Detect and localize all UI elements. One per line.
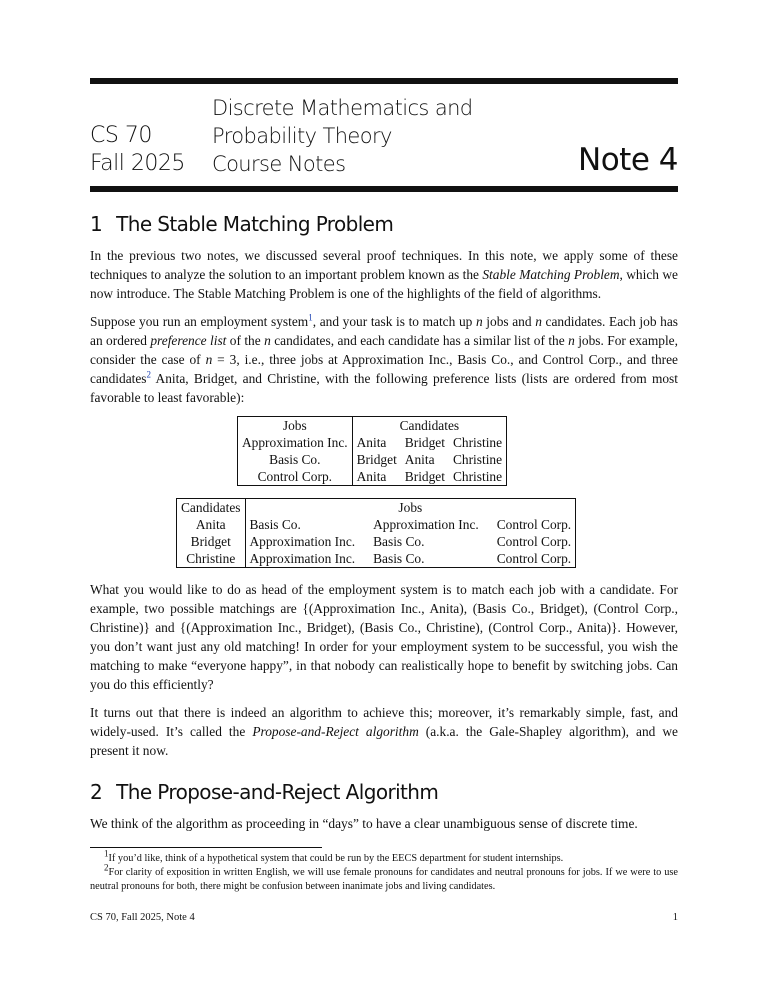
- section-1-paragraph-3: [90, 580, 678, 694]
- text-run: (a.k.a. the Gale-Shapley algorithm), and we present it now.: [90, 724, 678, 758]
- section-1-paragraph-1: [90, 246, 678, 303]
- table-row: [177, 533, 576, 550]
- pref-cell: Anita: [404, 452, 435, 467]
- section-1-number: 1: [90, 212, 103, 236]
- section-1-title: The Stable Matching Problem: [116, 212, 394, 236]
- header-bottom-rule: [90, 186, 678, 192]
- pref-cell: Basis Co.: [373, 534, 425, 549]
- text-run: jobs and: [482, 314, 536, 329]
- table-header-row: [238, 417, 507, 435]
- pref-cell: Christine: [449, 468, 507, 486]
- footnote-text: For clarity of exposition in written English, we will use female pronouns for candidates and neutral pronouns for jobs. If we were to use neutral pronouns for both, there might be confusion between inanimate jobs and living candidates.: [90, 867, 678, 892]
- pref-cell: Bridget: [352, 451, 401, 468]
- table-row: [238, 468, 507, 486]
- candidate-name: Christine: [177, 550, 246, 568]
- table-header-row: [177, 499, 576, 517]
- emphasis: Stable Matching Problem: [482, 267, 620, 282]
- candidates-header: Candidates: [352, 417, 506, 435]
- pref-cell: Basis Co.: [245, 516, 369, 533]
- text-run: , which we now introduce. The Stable Matching Problem is one of the highlights of the field of algorithms.: [90, 267, 678, 301]
- footer-label: CS 70, Fall 2025, Note 4: [90, 912, 195, 923]
- header-course-block: [90, 122, 212, 178]
- text-run: candidates, and each candidate has a similar list of the: [270, 333, 569, 348]
- jobs-preference-table: [237, 416, 507, 486]
- table-row: [238, 451, 507, 468]
- course-title: Discrete Mathematics and Probability Theory: [212, 96, 473, 148]
- text-run: It turns out that there is indeed an algorithm to achieve this; moreover, it’s remarkably simple, fast, and widely-used. It’s called the: [90, 705, 678, 739]
- candidates-header: Candidates: [177, 499, 246, 517]
- footnotes: [90, 847, 678, 894]
- pref-cell: Anita: [352, 468, 401, 486]
- text-run: , and your task is to match up: [312, 314, 476, 329]
- pref-cell: Christine: [449, 434, 507, 451]
- pref-cell: Control Corp.: [493, 550, 576, 568]
- note-header: [90, 94, 678, 178]
- footnote-mark: 2: [104, 862, 109, 873]
- footnote-mark: 1: [104, 848, 109, 859]
- footnote-1: [90, 848, 678, 866]
- note-number: Note 4: [578, 142, 678, 178]
- text-run: In the previous two notes, we discussed several proof techniques. In this note, we apply some of these techniques to analyze the solution to an important problem known as the: [90, 248, 678, 282]
- course-subtitle: Course Notes: [212, 152, 346, 176]
- section-2-number: 2: [90, 780, 103, 804]
- job-name: Approximation Inc.: [238, 434, 353, 451]
- pref-cell: Basis Co.: [369, 550, 493, 568]
- table-row: [177, 516, 576, 533]
- footnote-text: If you’d like, think of a hypothetical system that could be run by the EECS department for student internships.: [108, 853, 564, 864]
- text-run: candidates. Each job has an ordered: [90, 314, 678, 348]
- emphasis: n: [475, 314, 483, 329]
- text-run: What you would like to do as head of the employment system is to match each job with a candidate. For example, two possible matchings are {(Approximation Inc., Anita), (Basis Co., Bridget), (Control Corp., Christine)} and {(Approximation Inc., Bridget), (Basis Co., Christine), (Control Corp., Anita)}. However, you don’t want just any old matching! In order for your employment system to be successful, you wish the matching to make “everyone happy”, in that nobody can realistically hope to benefit by switching jobs. Can you do this efficiently?: [90, 582, 678, 692]
- emphasis: Propose-and-Reject algorithm: [252, 724, 419, 739]
- job-name: Control Corp.: [238, 468, 353, 486]
- note-page: [90, 78, 678, 894]
- section-2-title: The Propose-and-Reject Algorithm: [116, 780, 439, 804]
- footnote-2: [90, 862, 678, 894]
- pref-cell: Control Corp.: [493, 516, 576, 533]
- page-number: 1: [672, 912, 678, 923]
- section-1-paragraph-4: [90, 703, 678, 760]
- pref-cell: Approximation Inc.: [245, 533, 369, 550]
- footnote-rule: [90, 847, 322, 848]
- text-run: jobs. For example, consider the case of: [90, 333, 678, 367]
- course-term: Fall 2025: [90, 151, 185, 176]
- candidate-name: Bridget: [177, 533, 246, 550]
- footnote-ref[interactable]: 2: [146, 369, 152, 380]
- pref-cell: Control Corp.: [493, 533, 576, 550]
- emphasis: n: [205, 352, 213, 367]
- text-run: Anita, Bridget, and Christine, with the following preference lists (lists are ordered from most favorable to least favorable):: [90, 371, 678, 405]
- table-row: [177, 550, 576, 568]
- section-1-paragraph-2: [90, 312, 678, 407]
- pref-cell: Anita: [352, 434, 401, 451]
- job-name: Basis Co.: [238, 451, 353, 468]
- text-run: We think of the algorithm as proceeding in “days” to have a clear unambiguous sense of discrete time.: [90, 816, 638, 831]
- pref-cell: Approximation Inc.: [245, 550, 369, 568]
- emphasis: n: [535, 314, 542, 329]
- emphasis: n: [264, 333, 271, 348]
- pref-cell: Bridget: [404, 435, 445, 450]
- pref-cell: Christine: [449, 451, 507, 468]
- text-run: Suppose you run an employment system: [90, 314, 309, 329]
- emphasis: n: [568, 333, 575, 348]
- candidate-name: Anita: [177, 516, 246, 533]
- header-title-block: [212, 94, 578, 178]
- pref-cell: Bridget: [401, 468, 449, 486]
- footnote-ref[interactable]: 1: [308, 312, 313, 323]
- table-row: [238, 434, 507, 451]
- pref-cell: Approximation Inc.: [373, 517, 479, 532]
- section-2-heading: [90, 780, 678, 804]
- text-run: = 3, i.e., three jobs at Approximation Inc., Basis Co., and Control Corp., and three candidates: [90, 352, 678, 386]
- jobs-header: Jobs: [238, 417, 353, 435]
- candidates-preference-table: [176, 498, 576, 568]
- page-footer: [90, 912, 678, 923]
- text-run: of the: [226, 333, 265, 348]
- emphasis: preference list: [150, 333, 227, 348]
- section-1-heading: [90, 212, 678, 236]
- section-2-paragraph-1: [90, 814, 678, 833]
- jobs-header: Jobs: [245, 499, 576, 517]
- header-top-rule: [90, 78, 678, 84]
- course-code: CS 70: [90, 123, 152, 148]
